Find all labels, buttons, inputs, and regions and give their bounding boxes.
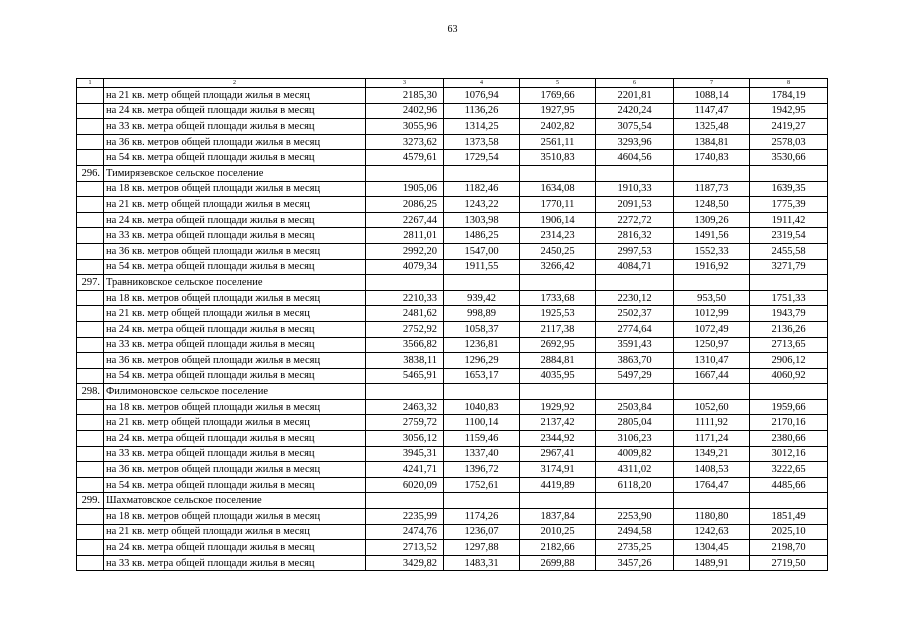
value-cell: 3457,26 [596,555,674,571]
value-cell [750,275,828,291]
column-header: 4 [444,79,520,88]
value-cell: 2494,58 [596,524,674,540]
value-cell: 1911,42 [750,212,828,228]
row-number [77,368,104,384]
row-description: на 33 кв. метра общей площади жилья в месяц [104,555,366,571]
column-header: 8 [750,79,828,88]
row-number [77,446,104,462]
row-number: 298. [77,384,104,400]
value-cell: 1959,66 [750,399,828,415]
value-cell: 4579,61 [366,150,444,166]
value-cell: 3266,42 [520,259,596,275]
value-cell: 3838,11 [366,353,444,369]
value-cell: 5465,91 [366,368,444,384]
value-cell: 1942,95 [750,103,828,119]
value-cell: 2561,11 [520,134,596,150]
tariff-table [76,78,828,571]
value-cell: 1916,92 [674,259,750,275]
value-cell: 1243,22 [444,197,520,213]
value-cell: 1248,50 [674,197,750,213]
value-cell: 2578,03 [750,134,828,150]
value-cell: 1303,98 [444,212,520,228]
value-cell [596,165,674,181]
table-row [77,540,828,556]
row-description: на 33 кв. метра общей площади жилья в месяц [104,119,366,135]
value-cell: 1486,25 [444,228,520,244]
value-cell: 2201,81 [596,88,674,104]
value-cell: 2272,72 [596,212,674,228]
value-cell: 2314,23 [520,228,596,244]
row-number [77,462,104,478]
value-cell: 2759,72 [366,415,444,431]
value-cell: 1837,84 [520,509,596,525]
row-description: на 18 кв. метров общей площади жилья в месяц [104,181,366,197]
value-cell: 1072,49 [674,321,750,337]
value-cell [444,165,520,181]
row-description: на 54 кв. метра общей площади жилья в месяц [104,368,366,384]
row-description: на 33 кв. метра общей площади жилья в месяц [104,228,366,244]
value-cell: 3222,65 [750,462,828,478]
value-cell [596,275,674,291]
row-number [77,477,104,493]
value-cell: 2463,32 [366,399,444,415]
value-cell [366,165,444,181]
row-number [77,337,104,353]
table-row [77,181,828,197]
value-cell: 1012,99 [674,306,750,322]
row-description: на 21 кв. метр общей площади жилья в месяц [104,88,366,104]
value-cell: 1040,83 [444,399,520,415]
row-number [77,197,104,213]
value-cell: 1182,46 [444,181,520,197]
value-cell: 2182,66 [520,540,596,556]
settlement-row [77,384,828,400]
value-cell: 2692,95 [520,337,596,353]
row-description: на 36 кв. метров общей площади жилья в месяц [104,243,366,259]
value-cell: 2481,62 [366,306,444,322]
settlement-row [77,493,828,509]
row-number [77,540,104,556]
value-cell: 1733,68 [520,290,596,306]
value-cell [520,384,596,400]
value-cell: 1349,21 [674,446,750,462]
value-cell: 3174,91 [520,462,596,478]
value-cell: 1242,63 [674,524,750,540]
column-header: 3 [366,79,444,88]
value-cell: 1943,79 [750,306,828,322]
value-cell: 2992,20 [366,243,444,259]
value-cell [674,384,750,400]
row-number: 296. [77,165,104,181]
value-cell [520,275,596,291]
table-row [77,150,828,166]
row-description: на 18 кв. метров общей площади жилья в месяц [104,399,366,415]
value-cell: 1373,58 [444,134,520,150]
value-cell: 1147,47 [674,103,750,119]
value-cell: 1547,00 [444,243,520,259]
row-description: на 21 кв. метр общей площади жилья в месяц [104,524,366,540]
row-description: на 24 кв. метра общей площади жилья в месяц [104,540,366,556]
table-row [77,88,828,104]
value-cell: 3075,54 [596,119,674,135]
value-cell: 5497,29 [596,368,674,384]
value-cell: 2884,81 [520,353,596,369]
table-row [77,431,828,447]
value-cell: 1174,26 [444,509,520,525]
table-row [77,243,828,259]
value-cell [366,384,444,400]
table-row [77,337,828,353]
value-cell [520,165,596,181]
table-row [77,368,828,384]
settlement-row [77,165,828,181]
value-cell: 2402,82 [520,119,596,135]
value-cell [674,165,750,181]
value-cell: 4419,89 [520,477,596,493]
value-cell: 1729,54 [444,150,520,166]
row-description: на 54 кв. метра общей площади жилья в месяц [104,259,366,275]
column-header: 6 [596,79,674,88]
value-cell: 2735,25 [596,540,674,556]
value-cell [366,275,444,291]
row-number [77,353,104,369]
value-cell: 1236,81 [444,337,520,353]
value-cell: 2136,26 [750,321,828,337]
value-cell [596,384,674,400]
table-row [77,477,828,493]
value-cell: 1911,55 [444,259,520,275]
value-cell: 1314,25 [444,119,520,135]
value-cell: 1236,07 [444,524,520,540]
table-row [77,509,828,525]
value-cell: 2170,16 [750,415,828,431]
value-cell: 1136,26 [444,103,520,119]
column-number-row [77,79,828,88]
value-cell [444,493,520,509]
column-header: 2 [104,79,366,88]
value-cell: 1634,08 [520,181,596,197]
value-cell [520,493,596,509]
value-cell: 2230,12 [596,290,674,306]
settlement-name: Тимирязевское сельское поселение [104,165,366,181]
row-number [77,181,104,197]
value-cell: 1296,29 [444,353,520,369]
row-number [77,228,104,244]
value-cell: 2091,53 [596,197,674,213]
row-number [77,555,104,571]
row-description: на 24 кв. метра общей площади жилья в месяц [104,212,366,228]
value-cell: 1740,83 [674,150,750,166]
table-row [77,399,828,415]
row-description: на 33 кв. метра общей площади жилья в месяц [104,446,366,462]
value-cell [674,493,750,509]
value-cell: 2997,53 [596,243,674,259]
row-description: на 33 кв. метра общей площади жилья в месяц [104,337,366,353]
row-description: на 24 кв. метра общей площади жилья в месяц [104,321,366,337]
row-description: на 21 кв. метр общей площади жилья в месяц [104,197,366,213]
row-description: на 21 кв. метр общей площади жилья в месяц [104,415,366,431]
value-cell: 2455,58 [750,243,828,259]
value-cell: 1906,14 [520,212,596,228]
table-row [77,290,828,306]
value-cell: 2117,38 [520,321,596,337]
value-cell [674,275,750,291]
value-cell: 1408,53 [674,462,750,478]
value-cell: 4009,82 [596,446,674,462]
value-cell: 1058,37 [444,321,520,337]
value-cell: 2210,33 [366,290,444,306]
value-cell: 2344,92 [520,431,596,447]
value-cell: 1905,06 [366,181,444,197]
row-description: на 36 кв. метров общей площади жилья в месяц [104,353,366,369]
row-number [77,321,104,337]
row-description: на 36 кв. метров общей площади жилья в месяц [104,134,366,150]
value-cell: 1770,11 [520,197,596,213]
value-cell: 2402,96 [366,103,444,119]
value-cell: 2235,99 [366,509,444,525]
row-description: на 24 кв. метра общей площади жилья в месяц [104,103,366,119]
value-cell: 2025,10 [750,524,828,540]
value-cell: 6020,09 [366,477,444,493]
row-number [77,509,104,525]
value-cell: 4311,02 [596,462,674,478]
value-cell: 1310,47 [674,353,750,369]
value-cell: 2086,25 [366,197,444,213]
row-number: 297. [77,275,104,291]
table-row [77,197,828,213]
value-cell: 1764,47 [674,477,750,493]
value-cell: 1325,48 [674,119,750,135]
value-cell: 1111,92 [674,415,750,431]
value-cell: 2474,76 [366,524,444,540]
value-cell: 1396,72 [444,462,520,478]
value-cell: 1250,97 [674,337,750,353]
row-description: на 24 кв. метра общей площади жилья в месяц [104,431,366,447]
value-cell [750,165,828,181]
value-cell: 1304,45 [674,540,750,556]
row-description: на 18 кв. метров общей площади жилья в месяц [104,509,366,525]
value-cell: 2137,42 [520,415,596,431]
table-row [77,321,828,337]
value-cell: 6118,20 [596,477,674,493]
column-header: 7 [674,79,750,88]
value-cell: 3863,70 [596,353,674,369]
value-cell: 1639,35 [750,181,828,197]
value-cell: 1076,94 [444,88,520,104]
row-number [77,399,104,415]
table-row [77,524,828,540]
value-cell: 939,42 [444,290,520,306]
value-cell: 2906,12 [750,353,828,369]
value-cell: 3012,16 [750,446,828,462]
value-cell: 3566,82 [366,337,444,353]
value-cell: 4060,92 [750,368,828,384]
column-header: 5 [520,79,596,88]
value-cell: 1088,14 [674,88,750,104]
settlement-row [77,275,828,291]
value-cell: 3429,82 [366,555,444,571]
value-cell: 1769,66 [520,88,596,104]
value-cell: 3293,96 [596,134,674,150]
value-cell: 4084,71 [596,259,674,275]
row-description: на 36 кв. метров общей площади жилья в месяц [104,462,366,478]
row-number [77,306,104,322]
table-row [77,415,828,431]
value-cell: 4604,56 [596,150,674,166]
value-cell: 1491,56 [674,228,750,244]
value-cell: 1309,26 [674,212,750,228]
value-cell: 1100,14 [444,415,520,431]
value-cell: 1337,40 [444,446,520,462]
table-row [77,212,828,228]
value-cell: 2380,66 [750,431,828,447]
value-cell: 3056,12 [366,431,444,447]
value-cell: 1489,91 [674,555,750,571]
value-cell: 4485,66 [750,477,828,493]
row-number [77,415,104,431]
value-cell: 1667,44 [674,368,750,384]
value-cell: 2503,84 [596,399,674,415]
value-cell: 2010,25 [520,524,596,540]
row-number [77,103,104,119]
value-cell: 2253,90 [596,509,674,525]
value-cell: 1653,17 [444,368,520,384]
table-row [77,228,828,244]
value-cell: 953,50 [674,290,750,306]
value-cell: 2699,88 [520,555,596,571]
row-description: на 54 кв. метра общей площади жилья в месяц [104,477,366,493]
table-row [77,119,828,135]
value-cell [596,493,674,509]
settlement-name: Шахматовское сельское поселение [104,493,366,509]
row-number [77,259,104,275]
column-header: 1 [77,79,104,88]
table-row [77,134,828,150]
value-cell: 1929,92 [520,399,596,415]
row-number [77,150,104,166]
value-cell: 1752,61 [444,477,520,493]
page-number: 63 [447,24,458,35]
value-cell [444,384,520,400]
row-number [77,290,104,306]
value-cell: 2805,04 [596,415,674,431]
value-cell: 1910,33 [596,181,674,197]
value-cell: 2319,54 [750,228,828,244]
value-cell: 3271,79 [750,259,828,275]
value-cell: 1552,33 [674,243,750,259]
value-cell: 1159,46 [444,431,520,447]
table-row [77,103,828,119]
value-cell: 1171,24 [674,431,750,447]
value-cell: 3055,96 [366,119,444,135]
value-cell: 2185,30 [366,88,444,104]
row-description: на 18 кв. метров общей площади жилья в месяц [104,290,366,306]
row-number [77,243,104,259]
row-number [77,88,104,104]
value-cell: 4079,34 [366,259,444,275]
row-number [77,134,104,150]
value-cell: 2267,44 [366,212,444,228]
value-cell: 1297,88 [444,540,520,556]
row-description: на 54 кв. метра общей площади жилья в месяц [104,150,366,166]
value-cell: 1052,60 [674,399,750,415]
value-cell: 1927,95 [520,103,596,119]
value-cell: 1775,39 [750,197,828,213]
value-cell: 2713,65 [750,337,828,353]
value-cell: 2752,92 [366,321,444,337]
value-cell: 1187,73 [674,181,750,197]
value-cell: 2450,25 [520,243,596,259]
row-number [77,119,104,135]
value-cell: 4035,95 [520,368,596,384]
value-cell: 3530,66 [750,150,828,166]
table-row [77,353,828,369]
value-cell: 1180,80 [674,509,750,525]
value-cell: 1851,49 [750,509,828,525]
table-row [77,306,828,322]
value-cell: 4241,71 [366,462,444,478]
value-cell: 1925,53 [520,306,596,322]
table-row [77,462,828,478]
table-row [77,555,828,571]
row-number: 299. [77,493,104,509]
row-number [77,212,104,228]
value-cell: 998,89 [444,306,520,322]
value-cell: 3510,83 [520,150,596,166]
value-cell [750,384,828,400]
value-cell: 2502,37 [596,306,674,322]
value-cell [750,493,828,509]
value-cell: 1784,19 [750,88,828,104]
value-cell: 3945,31 [366,446,444,462]
value-cell: 3273,62 [366,134,444,150]
settlement-name: Травниковское сельское поселение [104,275,366,291]
value-cell: 2420,24 [596,103,674,119]
table-row [77,259,828,275]
value-cell: 2967,41 [520,446,596,462]
value-cell: 2811,01 [366,228,444,244]
value-cell [366,493,444,509]
value-cell: 3591,43 [596,337,674,353]
value-cell: 2198,70 [750,540,828,556]
value-cell: 2719,50 [750,555,828,571]
value-cell: 1751,33 [750,290,828,306]
settlement-name: Филимоновское сельское поселение [104,384,366,400]
row-description: на 21 кв. метр общей площади жилья в месяц [104,306,366,322]
table-row [77,446,828,462]
value-cell: 2774,64 [596,321,674,337]
value-cell: 1384,81 [674,134,750,150]
row-number [77,524,104,540]
value-cell: 1483,31 [444,555,520,571]
value-cell: 2816,32 [596,228,674,244]
value-cell: 2713,52 [366,540,444,556]
value-cell [444,275,520,291]
value-cell: 2419,27 [750,119,828,135]
value-cell: 3106,23 [596,431,674,447]
row-number [77,431,104,447]
